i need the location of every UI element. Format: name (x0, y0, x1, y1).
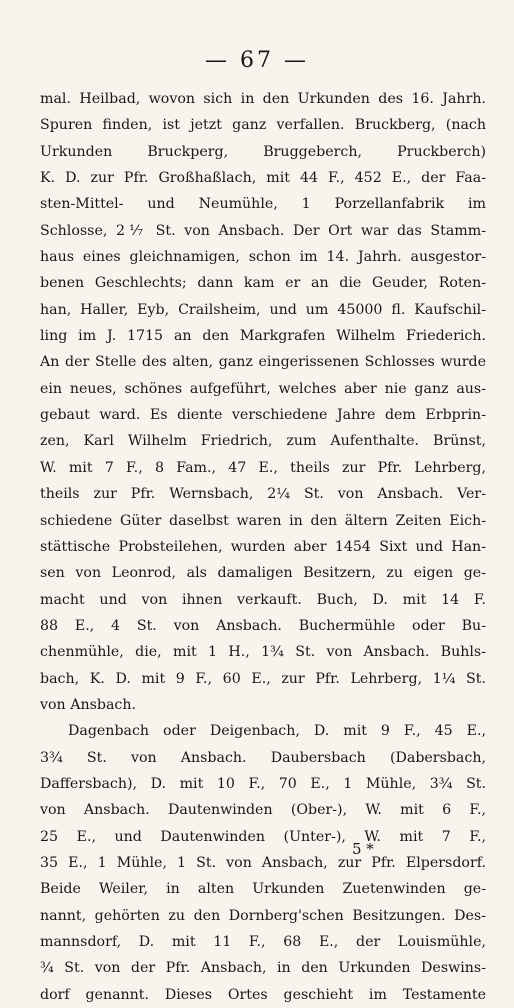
text-line-13: gebaut ward. Es diente verschiedene Jahre dem Erbprin- (40, 407, 486, 424)
text-line-29: 25 E., und Dautenwinden (Unter-), W. mit 7 F., (40, 828, 486, 845)
text-line-15: W. mit 7 F., 8 Fam., 47 E., theils zur Pfr. Lehrberg, (40, 459, 486, 476)
text-line-8: benen Geschlechts; dann kam er an die Geuder, Roten- (40, 275, 486, 292)
text-line-12: ein neues, schönes aufgeführt, welches aber nie ganz aus- (40, 380, 486, 397)
text-line-9: han, Haller, Eyb, Crailsheim, und um 45000 fl. Kaufschil- (40, 301, 486, 318)
page-body-text (40, 86, 486, 1008)
text-line-23: bach, K. D. mit 9 F., 60 E., zur Pfr. Lehrberg, 1¼ St. (40, 670, 486, 687)
text-line-14: zen, Karl Wilhelm Friedrich, zum Aufenthalte. Brünst, (40, 433, 486, 450)
text-line-34: ¾ St. von der Pfr. Ansbach, in den Urkunden Deswins- (40, 960, 486, 977)
text-line-18: stättische Probsteilehen, wurden aber 1454 Sixt und Han- (40, 538, 486, 555)
text-line-21: 88 E., 4 St. von Ansbach. Buchermühle oder Bu- (40, 617, 486, 634)
text-line-5: sten-Mittel- und Neumühle, 1 Porzellanfabrik im (40, 196, 486, 213)
text-line-6: Schlosse, 2⅐ St. von Ansbach. Der Ort war das Stamm- (40, 222, 486, 239)
text-line-22: chenmühle, die, mit 1 H., 1¾ St. von Ansbach. Buhls- (40, 644, 486, 661)
text-line-16: theils zur Pfr. Wernsbach, 2¼ St. von Ansbach. Ver- (40, 486, 486, 503)
text-line-20: macht und von ihnen verkauft. Buch, D. mit 14 F. (40, 591, 486, 608)
text-line-17: schiedene Güter daselbst waren in den ältern Zeiten Eich- (40, 512, 486, 529)
text-line-11: An der Stelle des alten, ganz eingerissenen Schlosses wurde (40, 354, 486, 371)
text-line-32: nannt, gehörten zu den Dornberg'schen Besitzungen. Des- (40, 907, 486, 924)
text-line-25: Dagenbach oder Deigenbach, D. mit 9 F., 45 E., (68, 723, 486, 740)
text-line-30: 35 E., 1 Mühle, 1 St. von Ansbach, zur Pfr. Elpersdorf. (40, 854, 486, 871)
text-line-2: Spuren finden, ist jetzt ganz verfallen. Bruckberg, (nach (40, 117, 486, 134)
text-line-27: Daffersbach), D. mit 10 F., 70 E., 1 Mühle, 3¾ St. (40, 775, 486, 792)
text-line-35: dorf genannt. Dieses Ortes geschieht im Testamente (40, 986, 486, 1003)
text-line-24: von Ansbach. (40, 696, 137, 713)
signature-mark: 5 * (352, 840, 374, 858)
text-line-19: sen von Leonrod, als damaligen Besitzern, zu eigen ge- (40, 565, 486, 582)
text-line-7: haus eines gleichnamigen, schon im 14. Jahrh. ausgestor- (40, 249, 486, 266)
page-number-header: — 67 — (205, 48, 309, 73)
text-line-33: mannsdorf, D. mit 11 F., 68 E., der Louismühle, (40, 934, 486, 950)
text-line-28: von Ansbach. Dautenwinden (Ober-), W. mit 6 F., (40, 802, 486, 819)
text-line-31: Beide Weiler, in alten Urkunden Zuetenwinden ge- (40, 881, 486, 898)
text-line-26: 3¾ St. von Ansbach. Daubersbach (Dabersbach, (40, 749, 486, 766)
text-line-4: K. D. zur Pfr. Großhaßlach, mit 44 F., 452 E., der Faa- (40, 170, 486, 187)
text-line-3: Urkunden Bruckperg, Bruggeberch, Pruckberch) (40, 143, 486, 160)
text-line-10: ling im J. 1715 an den Markgrafen Wilhelm Friederich. (40, 328, 486, 345)
text-line-1: mal. Heilbad, wovon sich in den Urkunden des 16. Jahrh. (40, 91, 486, 107)
